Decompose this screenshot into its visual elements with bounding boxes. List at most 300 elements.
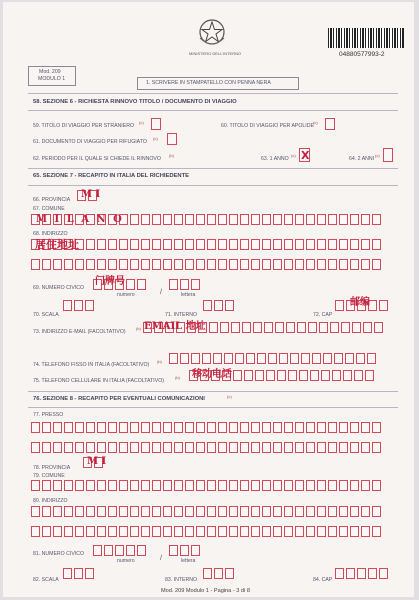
s8-cap-field[interactable] [335,568,388,579]
char-box[interactable] [317,442,326,453]
char-box[interactable] [209,322,218,333]
char-box[interactable] [251,214,260,225]
char-box[interactable] [163,239,172,250]
char-box[interactable] [306,214,315,225]
char-box[interactable] [126,279,135,290]
char-box[interactable] [126,545,135,556]
interno-field[interactable] [203,300,234,311]
char-box[interactable] [196,526,205,537]
char-box[interactable] [251,506,260,517]
char-box[interactable] [233,370,242,381]
char-box[interactable] [141,214,150,225]
char-box[interactable] [130,442,139,453]
char-box[interactable] [273,214,282,225]
char-box[interactable] [218,442,227,453]
char-box[interactable] [85,568,94,579]
char-box[interactable] [372,214,381,225]
char-box[interactable] [93,545,102,556]
char-box[interactable] [288,370,297,381]
char-box[interactable] [207,526,216,537]
char-box[interactable] [317,422,326,433]
char-box[interactable] [251,480,260,491]
char-box[interactable] [104,545,113,556]
char-box[interactable] [240,214,249,225]
char-box[interactable] [361,239,370,250]
char-box[interactable] [191,353,200,364]
char-box[interactable] [86,480,95,491]
char-box[interactable] [284,239,293,250]
char-box[interactable] [130,214,139,225]
char-box[interactable] [361,526,370,537]
s8-interno-field[interactable] [203,568,234,579]
char-box[interactable] [262,506,271,517]
char-box[interactable] [231,322,240,333]
char-box[interactable] [368,568,377,579]
char-box[interactable] [185,480,194,491]
char-box[interactable] [53,442,62,453]
char-box[interactable] [108,506,117,517]
char-box[interactable] [290,353,299,364]
char-box[interactable] [42,506,51,517]
char-box[interactable] [372,422,381,433]
char-box[interactable] [180,545,189,556]
char-box[interactable] [350,442,359,453]
char-box[interactable] [185,506,194,517]
char-box[interactable] [335,568,344,579]
char-box[interactable] [218,526,227,537]
char-box[interactable] [64,526,73,537]
char-box[interactable] [74,300,83,311]
char-box[interactable] [64,442,73,453]
char-box[interactable] [306,239,315,250]
char-box[interactable] [257,353,266,364]
char-box[interactable] [163,526,172,537]
char-box[interactable] [350,214,359,225]
char-box[interactable] [335,300,344,311]
s8-indirizzo-field-line1[interactable] [31,506,381,517]
char-box[interactable] [299,370,308,381]
char-box[interactable] [229,442,238,453]
char-box[interactable] [163,422,172,433]
char-box[interactable] [163,506,172,517]
char-box[interactable] [328,480,337,491]
char-box[interactable] [185,526,194,537]
char-box[interactable] [174,480,183,491]
char-box[interactable] [229,214,238,225]
char-box[interactable] [229,422,238,433]
char-box[interactable] [169,545,178,556]
char-box[interactable] [240,442,249,453]
char-box[interactable] [356,353,365,364]
char-box[interactable] [306,442,315,453]
char-box[interactable] [306,506,315,517]
char-box[interactable] [185,214,194,225]
char-box[interactable] [75,506,84,517]
char-box[interactable] [75,480,84,491]
char-box[interactable] [229,506,238,517]
char-box[interactable] [266,370,275,381]
char-box[interactable] [361,480,370,491]
char-box[interactable] [240,239,249,250]
char-box[interactable] [350,239,359,250]
char-box[interactable] [86,422,95,433]
char-box[interactable] [273,259,282,270]
char-box[interactable] [295,239,304,250]
tel-fisso-field[interactable] [169,353,376,364]
char-box[interactable] [152,214,161,225]
char-box[interactable] [240,480,249,491]
char-box[interactable] [361,214,370,225]
char-box[interactable] [196,214,205,225]
s8-comune-field[interactable] [31,480,381,491]
char-box[interactable] [207,214,216,225]
char-box[interactable] [63,568,72,579]
char-box[interactable] [332,370,341,381]
char-box[interactable] [277,370,286,381]
char-box[interactable] [339,442,348,453]
char-box[interactable] [130,480,139,491]
char-box[interactable] [251,442,260,453]
char-box[interactable] [53,506,62,517]
char-box[interactable] [339,526,348,537]
char-box[interactable] [328,442,337,453]
char-box[interactable] [328,259,337,270]
char-box[interactable] [163,442,172,453]
presso-field-line1[interactable] [31,422,381,433]
char-box[interactable] [207,506,216,517]
char-box[interactable] [119,526,128,537]
char-box[interactable] [284,214,293,225]
char-box[interactable] [350,422,359,433]
char-box[interactable] [255,370,264,381]
char-box[interactable] [152,506,161,517]
char-box[interactable] [361,259,370,270]
char-box[interactable] [350,480,359,491]
char-box[interactable] [53,480,62,491]
char-box[interactable] [152,259,161,270]
s8-indirizzo-field-line2[interactable] [31,526,381,537]
char-box[interactable] [196,239,205,250]
char-box[interactable] [31,442,40,453]
char-box[interactable] [31,259,40,270]
char-box[interactable] [218,480,227,491]
char-box[interactable] [273,526,282,537]
char-box[interactable] [218,506,227,517]
char-box[interactable] [130,259,139,270]
char-box[interactable] [319,322,328,333]
char-box[interactable] [229,239,238,250]
char-box[interactable] [75,442,84,453]
char-box[interactable] [75,259,84,270]
char-box[interactable] [53,526,62,537]
char-box[interactable] [75,422,84,433]
char-box[interactable] [240,506,249,517]
char-box[interactable] [372,239,381,250]
char-box[interactable] [225,300,234,311]
char-box[interactable] [328,214,337,225]
char-box[interactable] [295,422,304,433]
char-box[interactable] [330,322,339,333]
char-box[interactable] [357,568,366,579]
char-box[interactable] [350,259,359,270]
char-box[interactable] [214,568,223,579]
char-box[interactable] [137,545,146,556]
q60-checkbox[interactable] [325,118,335,130]
char-box[interactable] [97,259,106,270]
char-box[interactable] [244,370,253,381]
char-box[interactable] [220,322,229,333]
char-box[interactable] [196,422,205,433]
char-box[interactable] [295,506,304,517]
char-box[interactable] [86,239,95,250]
char-box[interactable] [185,259,194,270]
char-box[interactable] [310,370,319,381]
char-box[interactable] [251,526,260,537]
char-box[interactable] [180,353,189,364]
char-box[interactable] [64,259,73,270]
char-box[interactable] [97,526,106,537]
char-box[interactable] [295,526,304,537]
char-box[interactable] [262,214,271,225]
char-box[interactable] [273,422,282,433]
char-box[interactable] [141,526,150,537]
char-box[interactable] [235,353,244,364]
char-box[interactable] [108,259,117,270]
char-box[interactable] [163,480,172,491]
char-box[interactable] [224,353,233,364]
char-box[interactable] [334,353,343,364]
char-box[interactable] [372,526,381,537]
char-box[interactable] [262,422,271,433]
civico-lettera-field[interactable] [169,279,200,290]
char-box[interactable] [372,480,381,491]
char-box[interactable] [108,526,117,537]
char-box[interactable] [339,259,348,270]
char-box[interactable] [42,526,51,537]
char-box[interactable] [328,506,337,517]
char-box[interactable] [253,322,262,333]
char-box[interactable] [306,526,315,537]
char-box[interactable] [31,526,40,537]
char-box[interactable] [130,239,139,250]
char-box[interactable] [262,239,271,250]
char-box[interactable] [137,279,146,290]
char-box[interactable] [251,259,260,270]
char-box[interactable] [85,300,94,311]
q59-checkbox[interactable] [151,118,161,130]
char-box[interactable] [284,526,293,537]
char-box[interactable] [115,545,124,556]
char-box[interactable] [295,214,304,225]
char-box[interactable] [284,422,293,433]
char-box[interactable] [268,353,277,364]
char-box[interactable] [163,214,172,225]
char-box[interactable] [130,526,139,537]
char-box[interactable] [152,480,161,491]
char-box[interactable] [185,239,194,250]
char-box[interactable] [372,442,381,453]
char-box[interactable] [163,259,172,270]
indirizzo-field-line1[interactable] [31,239,381,250]
char-box[interactable] [31,506,40,517]
char-box[interactable] [42,422,51,433]
char-box[interactable] [365,370,374,381]
char-box[interactable] [203,568,212,579]
presso-field-line2[interactable] [31,442,381,453]
char-box[interactable] [185,442,194,453]
char-box[interactable] [242,322,251,333]
char-box[interactable] [108,442,117,453]
char-box[interactable] [169,279,178,290]
char-box[interactable] [97,239,106,250]
char-box[interactable] [306,259,315,270]
char-box[interactable] [350,526,359,537]
char-box[interactable] [286,322,295,333]
s8-civico-lettera-field[interactable] [169,545,200,556]
char-box[interactable] [31,480,40,491]
s8-scala-field[interactable] [63,568,94,579]
char-box[interactable] [339,506,348,517]
char-box[interactable] [31,422,40,433]
char-box[interactable] [317,259,326,270]
char-box[interactable] [196,506,205,517]
char-box[interactable] [229,526,238,537]
char-box[interactable] [251,422,260,433]
char-box[interactable] [119,506,128,517]
char-box[interactable] [119,259,128,270]
char-box[interactable] [284,442,293,453]
char-box[interactable] [174,506,183,517]
char-box[interactable] [196,442,205,453]
char-box[interactable] [218,214,227,225]
char-box[interactable] [42,480,51,491]
char-box[interactable] [339,239,348,250]
char-box[interactable] [295,480,304,491]
scala-field[interactable] [63,300,94,311]
char-box[interactable] [374,322,383,333]
char-box[interactable] [306,422,315,433]
char-box[interactable] [339,214,348,225]
char-box[interactable] [361,442,370,453]
char-box[interactable] [196,480,205,491]
opt63-checkbox[interactable] [299,148,310,162]
char-box[interactable] [264,322,273,333]
char-box[interactable] [196,259,205,270]
char-box[interactable] [367,353,376,364]
char-box[interactable] [174,214,183,225]
char-box[interactable] [218,259,227,270]
char-box[interactable] [229,480,238,491]
s8-civico-numero-field[interactable] [93,545,146,556]
char-box[interactable] [108,422,117,433]
char-box[interactable] [207,259,216,270]
char-box[interactable] [64,480,73,491]
char-box[interactable] [273,239,282,250]
char-box[interactable] [262,526,271,537]
char-box[interactable] [317,506,326,517]
char-box[interactable] [202,353,211,364]
char-box[interactable] [240,526,249,537]
char-box[interactable] [308,322,317,333]
char-box[interactable] [345,353,354,364]
char-box[interactable] [279,353,288,364]
indirizzo-field-line2[interactable] [31,259,381,270]
char-box[interactable] [312,353,321,364]
char-box[interactable] [284,506,293,517]
char-box[interactable] [97,422,106,433]
char-box[interactable] [295,442,304,453]
char-box[interactable] [343,370,352,381]
char-box[interactable] [323,353,332,364]
char-box[interactable] [130,422,139,433]
char-box[interactable] [152,239,161,250]
char-box[interactable] [42,442,51,453]
char-box[interactable] [317,526,326,537]
char-box[interactable] [86,526,95,537]
char-box[interactable] [97,506,106,517]
char-box[interactable] [354,370,363,381]
char-box[interactable] [328,422,337,433]
char-box[interactable] [108,480,117,491]
char-box[interactable] [86,506,95,517]
char-box[interactable] [185,422,194,433]
char-box[interactable] [86,442,95,453]
char-box[interactable] [141,480,150,491]
char-box[interactable] [108,239,117,250]
char-box[interactable] [275,322,284,333]
char-box[interactable] [372,506,381,517]
char-box[interactable] [225,568,234,579]
char-box[interactable] [240,422,249,433]
char-box[interactable] [152,442,161,453]
char-box[interactable] [42,259,51,270]
char-box[interactable] [379,300,388,311]
char-box[interactable] [75,526,84,537]
char-box[interactable] [174,259,183,270]
char-box[interactable] [361,506,370,517]
char-box[interactable] [246,353,255,364]
char-box[interactable] [203,300,212,311]
char-box[interactable] [240,259,249,270]
char-box[interactable] [141,422,150,433]
char-box[interactable] [119,480,128,491]
char-box[interactable] [352,322,361,333]
char-box[interactable] [119,239,128,250]
char-box[interactable] [214,300,223,311]
char-box[interactable] [152,422,161,433]
char-box[interactable] [141,442,150,453]
char-box[interactable] [130,506,139,517]
char-box[interactable] [191,545,200,556]
char-box[interactable] [317,214,326,225]
char-box[interactable] [273,480,282,491]
char-box[interactable] [174,442,183,453]
char-box[interactable] [191,279,200,290]
char-box[interactable] [180,279,189,290]
char-box[interactable] [273,506,282,517]
char-box[interactable] [361,422,370,433]
char-box[interactable] [152,526,161,537]
char-box[interactable] [363,322,372,333]
char-box[interactable] [341,322,350,333]
char-box[interactable] [207,442,216,453]
char-box[interactable] [119,442,128,453]
char-box[interactable] [218,422,227,433]
opt64-checkbox[interactable] [383,148,393,162]
char-box[interactable] [174,422,183,433]
char-box[interactable] [207,422,216,433]
char-box[interactable] [339,422,348,433]
